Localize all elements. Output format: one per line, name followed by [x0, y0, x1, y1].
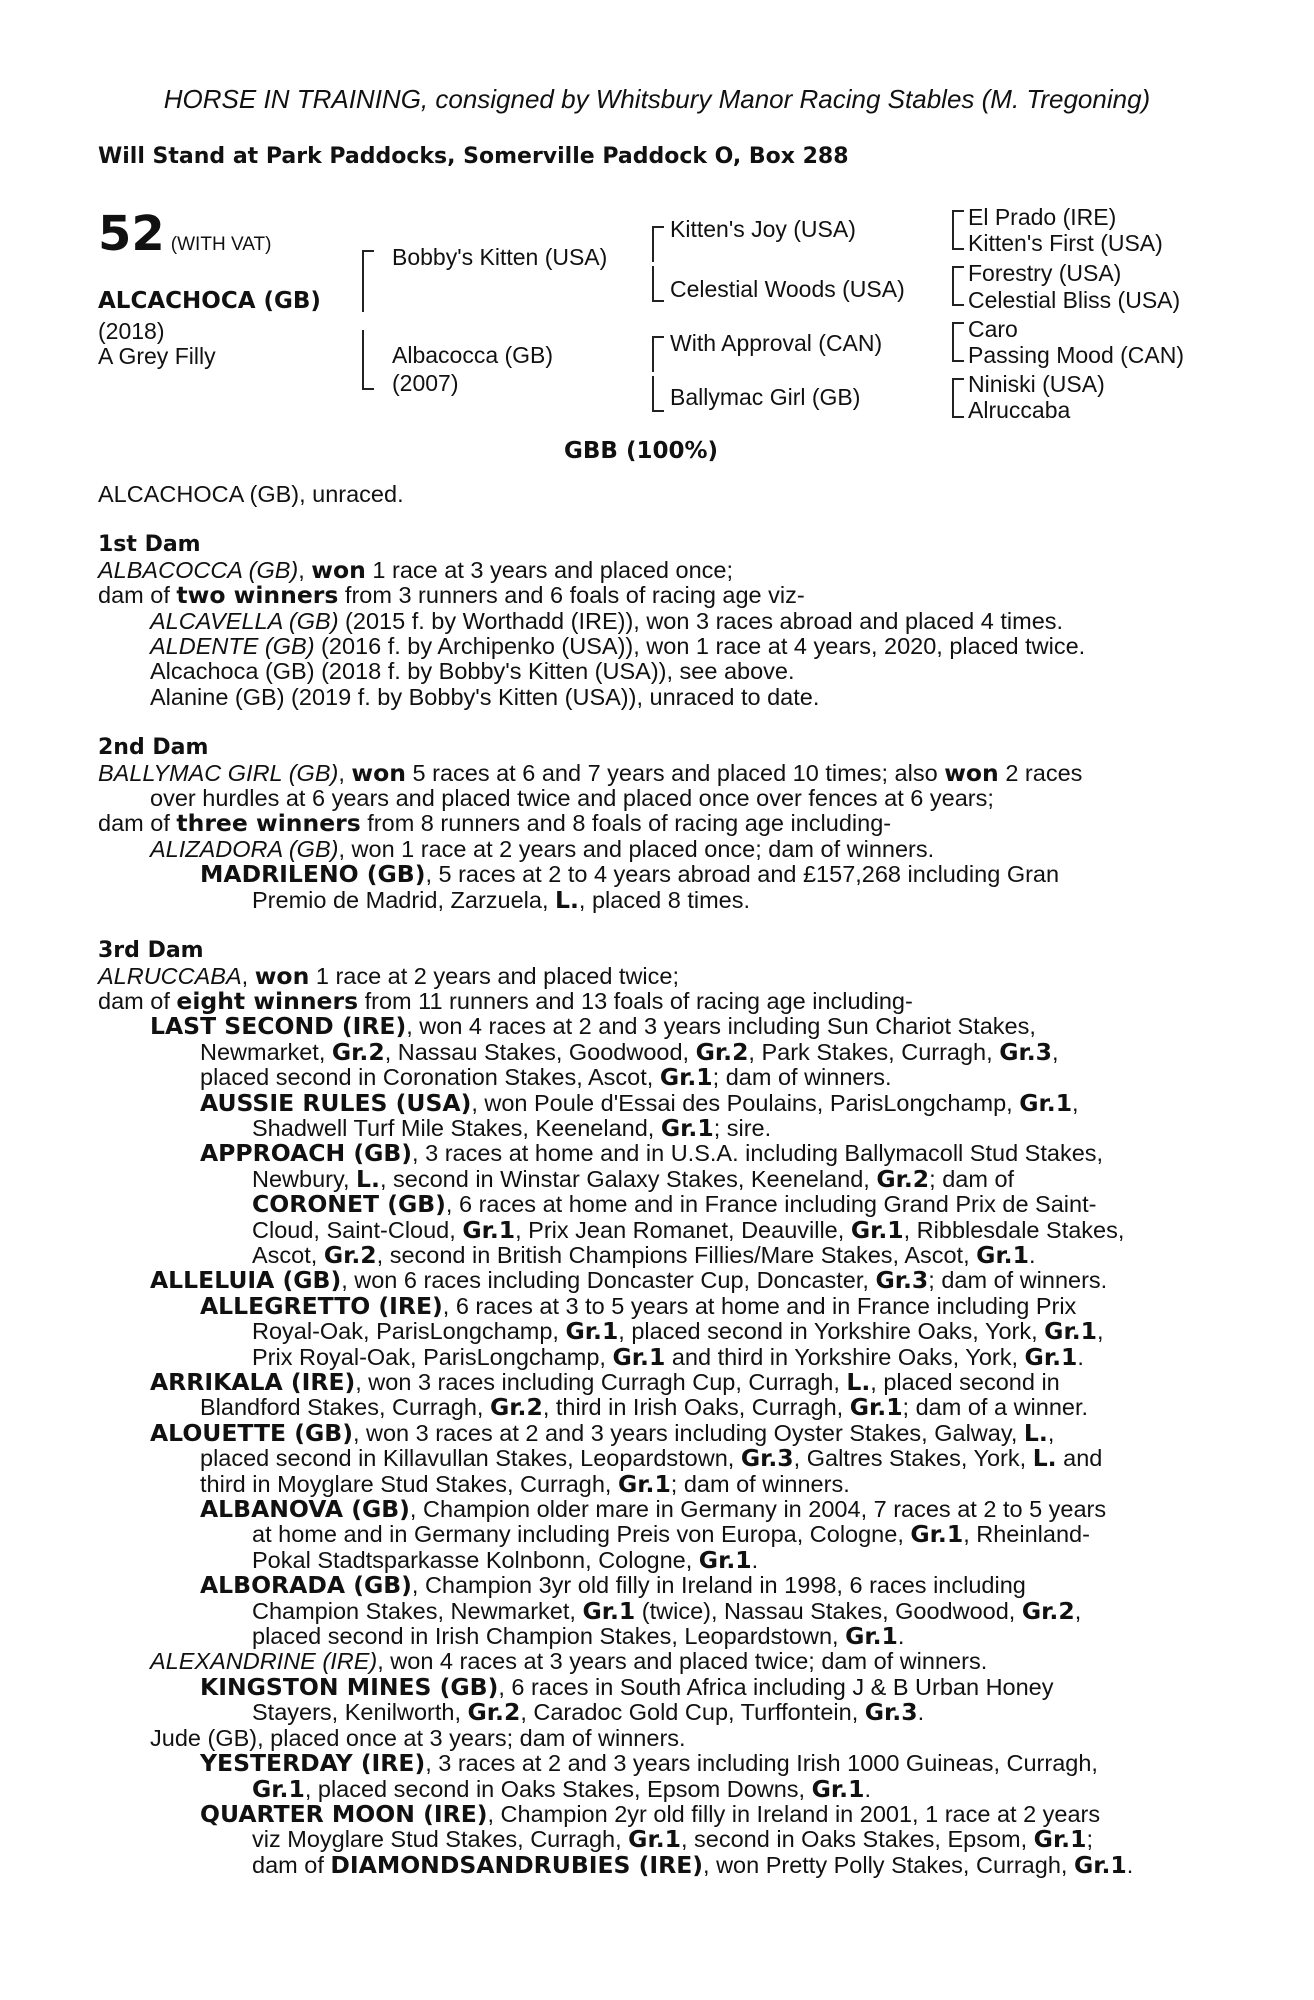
produce-line: Jude (GB), placed once at 3 years; dam of winners. — [150, 1724, 686, 1751]
produce-line: ALCAVELLA (GB) (2015 f. by Worthadd (IRE)), won 3 races abroad and placed 4 times. — [150, 607, 1064, 634]
intro-line: ALCACHOCA (GB), unraced. — [98, 481, 404, 507]
lot-number-value: 52 — [98, 206, 165, 262]
pedigree-dam-dam: Ballymac Girl (GB) — [670, 384, 861, 410]
pedigree-gen3-2: Kitten's First (USA) — [968, 230, 1163, 256]
horse-name: ALCACHOCA (GB) — [98, 288, 321, 314]
breeding-percentage: GBB (100%) — [564, 438, 719, 464]
second-dam-line-cont: over hurdles at 6 years and placed twice and placed once over fences at 6 years; — [150, 785, 994, 812]
produce-line: Ascot, Gr.2, second in British Champions Fillies/Mare Stakes, Ascot, Gr.1. — [252, 1240, 1036, 1269]
brace-gen3-c — [952, 322, 964, 362]
page-title: HORSE IN TRAINING, consigned by Whitsbury Manor Racing Stables (M. Tregoning) — [163, 84, 1151, 114]
produce-line: Alcachoca (GB) (2018 f. by Bobby's Kitten (USA)), see above. — [150, 658, 795, 685]
brace-dam-lower — [362, 330, 374, 390]
brace-sire-upper — [362, 250, 374, 312]
brace-sire-line-lower — [652, 266, 664, 302]
pedigree-gen3-3: Forestry (USA) — [968, 260, 1122, 286]
third-dam-heading: 3rd Dam — [98, 938, 204, 964]
produce-line: ALLELUIA (GB), won 6 races including Doncaster Cup, Doncaster, Gr.3; dam of winners. — [150, 1266, 1108, 1295]
pedigree-gen3-4: Celestial Bliss (USA) — [968, 287, 1181, 313]
pedigree-details — [98, 482, 1208, 1878]
third-dam-produce: dam of eight winners from 11 runners and 13 foals of racing age including- — [98, 986, 913, 1015]
pedigree-dam-sire: With Approval (CAN) — [670, 330, 883, 356]
produce-line: Alanine (GB) (2019 f. by Bobby's Kitten (USA)), unraced to date. — [150, 683, 820, 710]
pedigree-gen3-6: Passing Mood (CAN) — [968, 342, 1185, 368]
pedigree-gen3-7: Niniski (USA) — [968, 371, 1105, 397]
pedigree-gen3-5: Caro — [968, 316, 1018, 342]
brace-gen3-d — [952, 378, 964, 418]
produce-line: placed second in Killavullan Stakes, Leopardstown, Gr.3, Galtres Stakes, York, L. and — [200, 1444, 1103, 1473]
produce-line: placed second in Coronation Stakes, Ascot, Gr.1; dam of winners. — [200, 1063, 892, 1092]
second-dam-produce: dam of three winners from 8 runners and 8 foals of racing age including- — [98, 809, 892, 838]
produce-line: third in Moyglare Stud Stakes, Curragh, Gr.1; dam of winners. — [200, 1469, 850, 1498]
pedigree-dam: Albacocca (GB) — [392, 342, 554, 368]
pedigree-dam-year: (2007) — [392, 370, 459, 396]
horse-description: A Grey Filly — [98, 343, 216, 369]
first-dam-heading: 1st Dam — [98, 532, 201, 558]
lot-vat: (WITH VAT) — [170, 234, 272, 255]
produce-line: Premio de Madrid, Zarzuela, L., placed 8 times. — [252, 885, 751, 914]
produce-line: ALEXANDRINE (IRE), won 4 races at 3 years and placed twice; dam of winners. — [150, 1648, 988, 1675]
stand-location: Will Stand at Park Paddocks, Somerville Paddock O, Box 288 — [98, 144, 849, 169]
produce-line: AUSSIE RULES (USA), won Poule d'Essai des Poulains, ParisLongchamp, Gr.1, — [200, 1088, 1079, 1117]
second-dam-line: BALLYMAC GIRL (GB), won 5 races at 6 and 7 years and placed 10 times; also won 2 races — [98, 758, 1083, 787]
pedigree-sire: Bobby's Kitten (USA) — [392, 244, 608, 270]
second-dam-heading: 2nd Dam — [98, 735, 209, 761]
produce-line: dam of DIAMONDSANDRUBIES (IRE), won Pretty Polly Stakes, Curragh, Gr.1. — [252, 1850, 1134, 1879]
produce-line: CORONET (GB), 6 races at home and in France including Grand Prix de Saint- — [252, 1190, 1097, 1219]
produce-line: Shadwell Turf Mile Stakes, Keeneland, Gr.1; sire. — [252, 1113, 772, 1142]
produce-line: ALBANOVA (GB), Champion older mare in Germany in 2004, 7 races at 2 to 5 years — [200, 1495, 1107, 1524]
brace-dam-line — [652, 336, 664, 372]
brace-gen3-a — [952, 210, 964, 250]
produce-line: ARRIKALA (IRE), won 3 races including Curragh Cup, Curragh, L., placed second in — [150, 1368, 1060, 1396]
pedigree-gen3-1: El Prado (IRE) — [968, 204, 1117, 230]
produce-line: LAST SECOND (IRE), won 4 races at 2 and 3 years including Sun Chariot Stakes, — [150, 1012, 1036, 1041]
pedigree-gen3-8: Alruccaba — [968, 397, 1071, 423]
produce-line: KINGSTON MINES (GB), 6 races in South Africa including J & B Urban Honey — [200, 1672, 1054, 1701]
produce-line: ALIZADORA (GB), won 1 race at 2 years and placed once; dam of winners. — [150, 835, 935, 862]
pedigree-sire-dam: Celestial Woods (USA) — [670, 276, 905, 302]
produce-line: MADRILENO (GB), 5 races at 2 to 4 years abroad and £157,268 including Gran — [200, 860, 1060, 889]
produce-line: ALOUETTE (GB), won 3 races at 2 and 3 years including Oyster Stakes, Galway, L., — [150, 1418, 1055, 1447]
produce-line: ALLEGRETTO (IRE), 6 races at 3 to 5 years at home and in France including Prix — [200, 1291, 1077, 1320]
brace-sire-line — [652, 226, 664, 262]
produce-line: YESTERDAY (IRE), 3 races at 2 and 3 years including Irish 1000 Guineas, Curragh, — [200, 1749, 1098, 1778]
produce-line: ALBORADA (GB), Champion 3yr old filly in Ireland in 1998, 6 races including — [200, 1571, 1026, 1600]
produce-line: viz Moyglare Stud Stakes, Curragh, Gr.1, second in Oaks Stakes, Epsom, Gr.1; — [252, 1825, 1093, 1854]
produce-line: Gr.1, placed second in Oaks Stakes, Epsom Downs, Gr.1. — [252, 1774, 871, 1803]
produce-line: Newbury, L., second in Winstar Galaxy Stakes, Keeneland, Gr.2; dam of — [252, 1164, 1015, 1193]
horse-year: (2018) — [98, 318, 165, 344]
produce-line: Newmarket, Gr.2, Nassau Stakes, Goodwood, Gr.2, Park Stakes, Curragh, Gr.3, — [200, 1037, 1059, 1066]
pedigree-sire-sire: Kitten's Joy (USA) — [670, 216, 856, 242]
produce-line: Prix Royal-Oak, ParisLongchamp, Gr.1 and third in Yorkshire Oaks, York, Gr.1. — [252, 1342, 1084, 1371]
produce-line: APPROACH (GB), 3 races at home and in U.S.A. including Ballymacoll Stud Stakes, — [200, 1139, 1104, 1168]
produce-line: QUARTER MOON (IRE), Champion 2yr old filly in Ireland in 2001, 1 race at 2 years — [200, 1799, 1101, 1828]
produce-line: Blandford Stakes, Curragh, Gr.2, third in Irish Oaks, Curragh, Gr.1; dam of a winner. — [200, 1393, 1089, 1422]
produce-line: at home and in Germany including Preis von Europa, Cologne, Gr.1, Rheinland- — [252, 1520, 1090, 1549]
produce-line: Cloud, Saint-Cloud, Gr.1, Prix Jean Romanet, Deauville, Gr.1, Ribblesdale Stakes, — [252, 1215, 1125, 1244]
produce-line: Royal-Oak, ParisLongchamp, Gr.1, placed second in Yorkshire Oaks, York, Gr.1, — [252, 1317, 1104, 1346]
lot-number — [98, 206, 271, 262]
produce-line: Champion Stakes, Newmarket, Gr.1 (twice), Nassau Stakes, Goodwood, Gr.2, — [252, 1596, 1082, 1625]
produce-line: Stayers, Kenilworth, Gr.2, Caradoc Gold Cup, Turffontein, Gr.3. — [252, 1698, 925, 1727]
first-dam-line: ALBACOCCA (GB), won 1 race at 3 years and placed once; — [98, 555, 733, 584]
brace-gen3-b — [952, 266, 964, 306]
produce-line: Pokal Stadtsparkasse Kolnbonn, Cologne, Gr.1. — [252, 1545, 759, 1574]
third-dam-line: ALRUCCABA, won 1 race at 2 years and placed twice; — [98, 961, 679, 990]
produce-line: placed second in Irish Champion Stakes, Leopardstown, Gr.1. — [252, 1622, 905, 1651]
brace-dam-line-lower — [652, 376, 664, 412]
produce-line: ALDENTE (GB) (2016 f. by Archipenko (USA)), won 1 race at 4 years, 2020, placed twice. — [150, 633, 1086, 660]
first-dam-produce: dam of two winners from 3 runners and 6 foals of racing age viz- — [98, 581, 805, 610]
